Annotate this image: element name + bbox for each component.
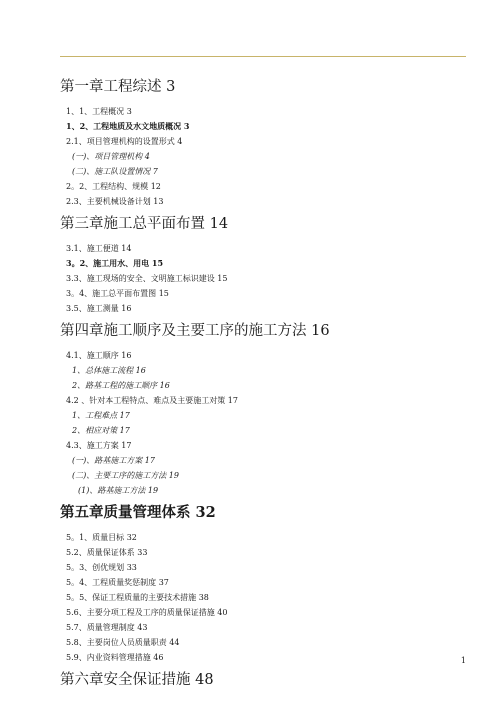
toc-entry[interactable]: 3.1、施工便道 14 xyxy=(66,244,132,253)
toc-section xyxy=(60,78,460,209)
chapter-heading[interactable]: 第四章施工顺序及主要工序的施工方法 16 xyxy=(60,323,330,339)
toc-section xyxy=(60,504,460,665)
chapter-heading[interactable]: 第一章工程综述 3 xyxy=(60,79,176,95)
toc-section xyxy=(60,671,460,689)
toc-entry[interactable]: 5.8、主要岗位人员质量职责 44 xyxy=(66,638,180,647)
chapter-heading[interactable]: 第六章安全保证措施 48 xyxy=(60,672,214,688)
toc-entry[interactable]: 1、工程难点 17 xyxy=(72,411,130,420)
toc-section xyxy=(60,215,460,316)
toc-entry[interactable]: 3。4、施工总平面布置图 15 xyxy=(66,289,169,298)
toc-entry[interactable]: (一)、项目管理机构 4 xyxy=(72,152,150,161)
toc-entry[interactable]: 3.3、施工现场的安全、文明施工标识建设 15 xyxy=(66,274,228,283)
toc-entry[interactable]: 5。1、质量目标 32 xyxy=(66,533,137,542)
toc-entry[interactable]: 5.2、质量保证体系 33 xyxy=(66,548,148,557)
toc-entry[interactable]: 1、1、工程概况 3 xyxy=(66,107,132,116)
toc-entry[interactable]: (1)、路基施工方法 19 xyxy=(78,486,159,495)
page-number: 1 xyxy=(460,656,466,665)
toc-entry[interactable]: 4.3、施工方案 17 xyxy=(66,441,132,450)
toc-entry[interactable]: 3。2、施工用水、用电 15 xyxy=(66,258,164,268)
toc-entry[interactable]: 2、相应对策 17 xyxy=(72,426,130,435)
toc-entry[interactable]: (二)、主要工序的施工方法 19 xyxy=(72,471,179,480)
toc-entry[interactable]: 5.6、主要分项工程及工序的质量保证措施 40 xyxy=(66,608,228,617)
toc-entry[interactable]: 2.1、项目管理机构的设置形式 4 xyxy=(66,137,183,146)
toc-entry[interactable]: (二)、施工队设置情况 7 xyxy=(72,167,158,176)
toc-entry[interactable]: 4.2 、针对本工程特点、难点及主要施工对策 17 xyxy=(66,396,238,405)
chapter-heading[interactable]: 第五章质量管理体系 32 xyxy=(60,504,216,521)
chapter-heading[interactable]: 第三章施工总平面布置 14 xyxy=(60,216,229,232)
toc-entry[interactable]: 2。2、工程结构、规模 12 xyxy=(66,182,161,191)
table-of-contents xyxy=(60,78,460,697)
toc-entry[interactable]: 2、路基工程的施工顺序 16 xyxy=(72,381,170,390)
header-rule xyxy=(60,56,466,57)
toc-entry[interactable]: 1、2、工程地质及水文地质概况 3 xyxy=(66,121,190,131)
toc-entry[interactable]: 4.1、施工顺序 16 xyxy=(66,351,132,360)
toc-entry[interactable]: 1、总体施工流程 16 xyxy=(72,366,146,375)
toc-entry[interactable]: (一)、路基施工方案 17 xyxy=(72,456,155,465)
toc-entry[interactable]: 2.3、主要机械设备计划 13 xyxy=(66,197,164,206)
toc-section xyxy=(60,322,460,498)
toc-entry[interactable]: 5.7、质量管理制度 43 xyxy=(66,623,148,632)
toc-entry[interactable]: 5。4、工程质量奖惩制度 37 xyxy=(66,578,169,587)
toc-entry[interactable]: 5。3、创优规划 33 xyxy=(66,563,137,572)
toc-entry[interactable]: 3.5、施工测量 16 xyxy=(66,304,132,313)
toc-entry[interactable]: 5。5、保证工程质量的主要技术措施 38 xyxy=(66,593,209,602)
toc-entry[interactable]: 5.9、内业资料管理措施 46 xyxy=(66,653,164,662)
